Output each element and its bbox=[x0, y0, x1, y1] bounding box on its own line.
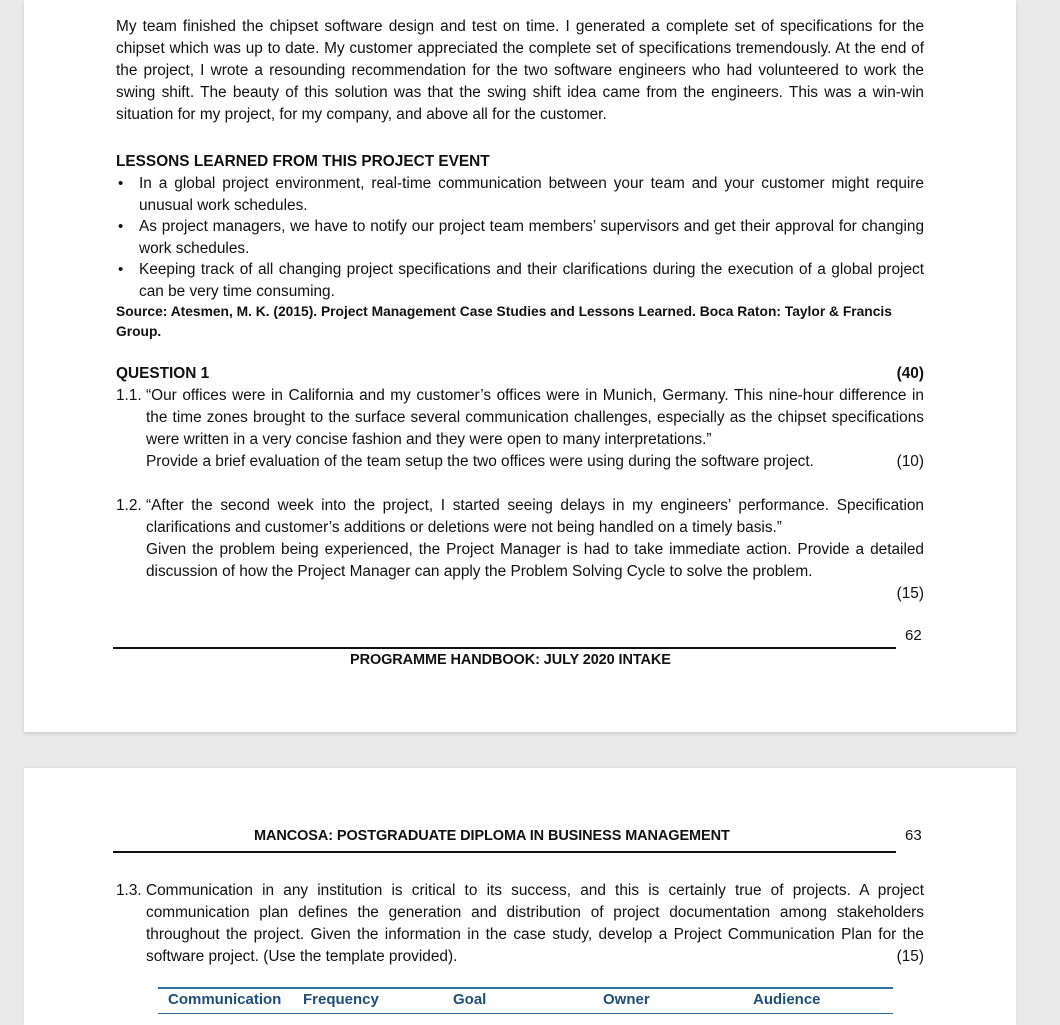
lessons-list bbox=[116, 173, 924, 302]
page-number: 63 bbox=[905, 827, 922, 844]
page-62-body bbox=[116, 16, 924, 605]
question-number: 1.2. bbox=[116, 497, 142, 514]
footer-divider bbox=[113, 647, 896, 649]
header-divider bbox=[113, 851, 896, 853]
table-header-communication: Communication bbox=[168, 991, 282, 1008]
question-task-row bbox=[146, 451, 924, 473]
bullet-icon: • bbox=[118, 218, 124, 235]
question-number: 1.1. bbox=[116, 387, 142, 404]
question-text: Communication in any institution is critical to its success, and this is certainly true of projects. A project communication plan defines the generation and distribution of project documentation among stakeholders throughout the project. Given the information in the case study, develop a Project Communication Plan for the software project. (Use the template provided). bbox=[146, 882, 924, 965]
question-quote: “Our offices were in California and my customer’s offices were in Munich, Germany. This nine-hour difference in the time zones brought to the surface several communication challenges, especially as the chipset specifications were written in a very concise fashion and they were open to many interpretations.” bbox=[146, 387, 924, 448]
question-quote: “After the second week into the project, I started seeing delays in my engineers’ performance. Specification clarifications and customer’s additions or deletions were not being handled on a timely basis.” bbox=[146, 497, 924, 536]
intro-paragraph: My team finished the chipset software design and test on time. I generated a complete set of specifications for the chipset which was up to date. My customer appreciated the complete set of specifications tremendously. At the end of the project, I wrote a resounding recommendation for the two software engineers who had volunteered to work the swing shift. The beauty of this solution was that the swing shift idea came from the engineers. This was a win-win situation for my project, for my company, and above all for the customer. bbox=[116, 18, 924, 123]
bullet-icon: • bbox=[118, 261, 124, 278]
source-citation: Source: Atesmen, M. K. (2015). Project Management Case Studies and Lessons Learned. Boca Raton: Taylor & Francis Group. bbox=[116, 304, 892, 339]
question-marks: (15) bbox=[896, 948, 924, 965]
footer-title: PROGRAMME HANDBOOK: JULY 2020 INTAKE bbox=[350, 652, 671, 668]
question-title: QUESTION 1 bbox=[116, 365, 210, 382]
table-header-frequency: Frequency bbox=[303, 991, 379, 1008]
table-header-audience: Audience bbox=[753, 991, 821, 1008]
lessons-heading: LESSONS LEARNED FROM THIS PROJECT EVENT bbox=[116, 153, 490, 170]
page-number: 62 bbox=[905, 627, 922, 644]
table-header-owner: Owner bbox=[603, 991, 650, 1008]
document-page-63 bbox=[24, 768, 1016, 1025]
table-header-goal: Goal bbox=[453, 991, 487, 1008]
question-marks: (10) bbox=[896, 453, 924, 470]
question-1-2 bbox=[116, 495, 924, 605]
bullet-icon: • bbox=[118, 175, 124, 192]
header-title: MANCOSA: POSTGRADUATE DIPLOMA IN BUSINESS MANAGEMENT bbox=[254, 828, 730, 844]
question-number: 1.3. bbox=[116, 882, 142, 899]
page-63-body bbox=[116, 880, 924, 968]
list-item bbox=[116, 259, 924, 302]
question-1-3 bbox=[116, 880, 924, 968]
communication-plan-table-header bbox=[158, 987, 893, 1014]
list-item bbox=[116, 173, 924, 216]
question-task: Given the problem being experienced, the Project Manager is had to take immediate action. Provide a detailed discussion of how the Project Manager can apply the Problem Solving Cycle to solve the problem. bbox=[146, 541, 924, 580]
question-1-1 bbox=[116, 385, 924, 473]
question-heading bbox=[116, 363, 924, 385]
lesson-text: Keeping track of all changing project specifications and their clarifications during the execution of a global project can be very time consuming. bbox=[139, 261, 924, 300]
question-marks: (40) bbox=[896, 365, 924, 382]
list-item bbox=[116, 216, 924, 259]
question-marks: (15) bbox=[896, 585, 924, 602]
question-task: Provide a brief evaluation of the team setup the two offices were using during the software project. bbox=[146, 453, 814, 470]
document-page-62 bbox=[24, 0, 1016, 732]
lesson-text: As project managers, we have to notify our project team members’ supervisors and get their approval for changing work schedules. bbox=[139, 218, 924, 257]
lesson-text: In a global project environment, real-time communication between your team and your customer might require unusual work schedules. bbox=[139, 175, 924, 214]
